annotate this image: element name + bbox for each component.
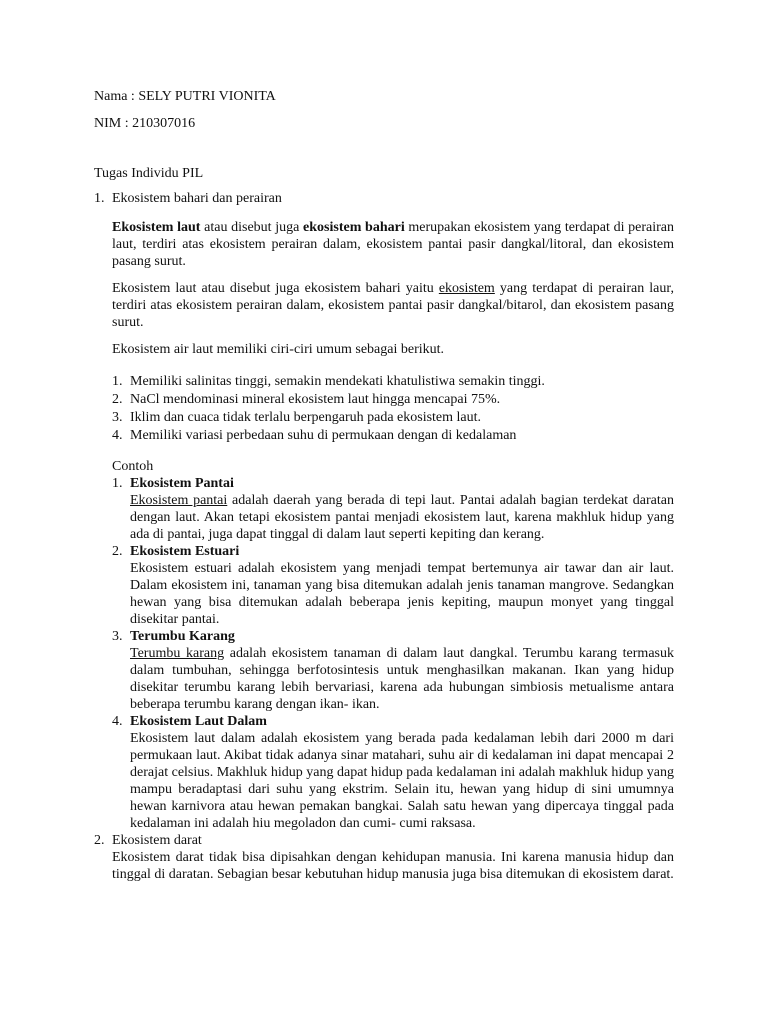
list-text: NaCl mendominasi mineral ekosistem laut hingga mencapai 75%. — [130, 392, 501, 407]
example-description: Ekosistem laut dalam adalah ekosistem yang berada pada kedalaman lebih dari 2000 m dari permukaan laut. Akibat tidak adanya sinar matahari, suhu air di kedalaman ini dapat mencapai 2 derajat celsius. Makhluk hidup yang dapat hidup pada kedalaman ini adalah makhluk hidup yang mampu beradaptasi dari suhu yang ekstrim. Selain itu, hewan yang hidup di sini umumnya hewan karnivora atau hewan pemakan bangkai. Salah satu hewan yang dipercaya tinggal pada kedalaman ini adalah hiu megoladon dan cumi- cumi raksasa. — [130, 731, 674, 831]
list-item — [112, 409, 674, 426]
document-page — [94, 88, 674, 883]
paragraph-text: yang terdapat di perairan laur, terdiri atas ekosistem perairan dalam, ekosistem pantai pasir dangkal/bitarol, dan ekosistem pasang surut. — [112, 281, 674, 330]
section-2-description: Ekosistem darat tidak bisa dipisahkan dengan kehidupan manusia. Ini karena manusia hidup dan tinggal di daratan. Sebagian besar kebutuhan hidup manusia juga bisa ditemukan di ekosistem darat. — [112, 850, 674, 882]
section-1-title: Ekosistem bahari dan perairan — [112, 191, 282, 206]
hyperlink-ekosistem-pantai[interactable]: Ekosistem pantai — [130, 493, 228, 508]
hyperlink-terumbu-karang[interactable]: Terumbu karang — [130, 646, 225, 661]
section-1-number: 1. — [94, 191, 105, 206]
example-description — [130, 492, 674, 543]
list-number: 2. — [112, 392, 123, 407]
example-title: Ekosistem Estuari — [130, 544, 240, 559]
example-list — [112, 475, 674, 832]
paragraph-text: atau disebut juga — [200, 220, 304, 235]
contoh-label: Contoh — [112, 459, 154, 474]
list-item — [112, 427, 674, 444]
example-description: Ekosistem estuari adalah ekosistem yang menjadi tempat bertemunya air tawar dan air laut. Dalam ekosistem ini, tanaman yang bisa ditemukan adalah jenis tanaman mangrove. Sedangkan hewan yang bisa ditemukan adalah beberapa jenis kepiting, maupun monyet yang tinggal disekitar pantai. — [130, 561, 674, 627]
student-nim: NIM : 210307016 — [94, 116, 196, 131]
section-1-heading — [94, 190, 674, 207]
list-number: 3. — [112, 410, 123, 425]
example-item-estuari — [112, 543, 674, 628]
list-item — [112, 373, 674, 390]
example-number: 3. — [112, 629, 123, 644]
example-title: Terumbu Karang — [130, 629, 235, 644]
hyperlink-ekosistem[interactable]: ekosistem — [438, 281, 495, 296]
student-name: Nama : SELY PUTRI VIONITA — [94, 89, 276, 104]
section-2 — [94, 832, 674, 883]
list-number: 1. — [112, 374, 123, 389]
example-title: Ekosistem Laut Dalam — [130, 714, 267, 729]
list-text: Memiliki salinitas tinggi, semakin mendekati khatulistiwa semakin tinggi. — [130, 374, 545, 389]
example-description — [130, 645, 674, 713]
example-number: 1. — [112, 476, 123, 491]
list-text: Memiliki variasi perbedaan suhu di permukaan dengan di kedalaman — [130, 428, 517, 443]
paragraph-ekosistem-laut — [112, 219, 674, 270]
assignment-title: Tugas Individu PIL — [94, 166, 204, 181]
section-2-number: 2. — [94, 833, 105, 848]
paragraph-ekosistem-bahari — [112, 280, 674, 331]
example-title: Ekosistem Pantai — [130, 476, 234, 491]
list-number: 4. — [112, 428, 123, 443]
paragraph-text: Ekosistem laut atau disebut juga ekosistem bahari yaitu — [112, 281, 439, 296]
list-item — [112, 391, 674, 408]
example-number: 4. — [112, 714, 123, 729]
ciri-list — [112, 373, 674, 444]
bold-term: Ekosistem laut — [112, 220, 201, 235]
list-text: Iklim dan cuaca tidak terlalu berpengaruh pada ekosistem laut. — [130, 410, 482, 425]
example-item-terumbu-karang — [112, 628, 674, 713]
example-text: adalah daerah yang berada di tepi laut. Pantai adalah bagian terdekat daratan dengan laut. Akan tetapi ekosistem pantai menjadi ekosistem laut, karena makhluk hidup yang ada di pantai, juga dapat tinggal di dalam laut seperti kepiting dan kerang. — [130, 493, 674, 542]
paragraph-text: merupakan ekosistem yang terdapat di perairan laut, terdiri atas ekosistem perairan dalam, ekosistem pantai pasir dangkal/litoral, dan ekosistem pasang surut. — [112, 220, 674, 269]
paragraph-ciri-intro: Ekosistem air laut memiliki ciri-ciri umum sebagai berikut. — [112, 342, 445, 357]
example-item-laut-dalam — [112, 713, 674, 832]
example-text: adalah ekosistem tanaman di dalam laut dangkal. Terumbu karang termasuk dalam tumbuhan, sehingga berfotosintesis untuk menghasilkan makanan. Ikan yang hidup disekitar terumbu karang lebih bervariasi, karena ada hubungan simbiosis metualisme antara beberapa terumbu karang dengan ikan- ikan. — [130, 646, 674, 712]
section-2-title: Ekosistem darat — [112, 833, 202, 848]
example-item-pantai — [112, 475, 674, 543]
example-number: 2. — [112, 544, 123, 559]
bold-term: ekosistem bahari — [303, 220, 405, 235]
